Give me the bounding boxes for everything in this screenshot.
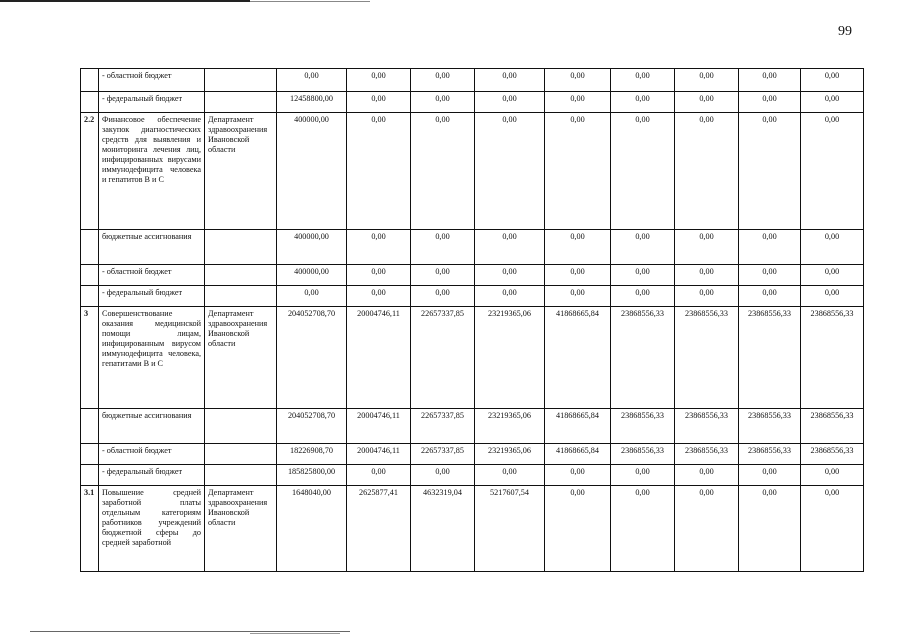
table-row — [81, 69, 864, 92]
value-cell: 0,00 — [475, 265, 545, 286]
row-index: 2.2 — [81, 113, 99, 230]
value-cell: 0,00 — [675, 486, 739, 572]
table-row — [81, 465, 864, 486]
row-name: бюджетные ассигнования — [99, 230, 205, 265]
row-name: - областной бюджет — [99, 69, 205, 92]
row-department: Департамент здравоохранения Ивановской области — [205, 113, 277, 230]
row-department — [205, 230, 277, 265]
value-cell: 0,00 — [675, 230, 739, 265]
row-index — [81, 286, 99, 307]
value-cell: 0,00 — [611, 69, 675, 92]
value-cell: 0,00 — [675, 465, 739, 486]
row-department — [205, 409, 277, 444]
value-cell: 0,00 — [611, 113, 675, 230]
row-index — [81, 69, 99, 92]
value-cell: 0,00 — [739, 69, 801, 92]
value-cell: 0,00 — [411, 69, 475, 92]
scan-edge-bottom — [30, 631, 350, 632]
value-cell: 23868556,33 — [739, 409, 801, 444]
table-row — [81, 265, 864, 286]
value-cell: 0,00 — [475, 113, 545, 230]
row-department — [205, 69, 277, 92]
value-cell: 0,00 — [475, 465, 545, 486]
scan-edge-top — [0, 0, 250, 2]
value-cell: 0,00 — [675, 265, 739, 286]
value-cell: 0,00 — [801, 113, 864, 230]
value-cell: 22657337,85 — [411, 409, 475, 444]
value-cell: 23219365,06 — [475, 409, 545, 444]
table-row — [81, 307, 864, 409]
row-name: Финансовое обеспечение закупок диагностических средств для выявления и мониторинга лечения лиц, инфицированных вирусами иммунодефицита человека и гепатитов В и С — [99, 113, 205, 230]
value-cell: 0,00 — [475, 286, 545, 307]
value-cell: 400000,00 — [277, 230, 347, 265]
value-cell: 0,00 — [739, 465, 801, 486]
value-cell: 18226908,70 — [277, 444, 347, 465]
value-cell: 0,00 — [611, 486, 675, 572]
row-name: - федеральный бюджет — [99, 286, 205, 307]
value-cell: 0,00 — [347, 92, 411, 113]
value-cell: 23868556,33 — [675, 307, 739, 409]
value-cell: 23219365,06 — [475, 444, 545, 465]
value-cell: 1648040,00 — [277, 486, 347, 572]
row-index — [81, 265, 99, 286]
table-row — [81, 486, 864, 572]
value-cell: 41868665,84 — [545, 444, 611, 465]
value-cell: 0,00 — [347, 69, 411, 92]
value-cell: 20004746,11 — [347, 409, 411, 444]
row-index: 3.1 — [81, 486, 99, 572]
value-cell: 12458800,00 — [277, 92, 347, 113]
value-cell: 41868665,84 — [545, 307, 611, 409]
value-cell: 0,00 — [347, 465, 411, 486]
value-cell: 0,00 — [347, 230, 411, 265]
value-cell: 0,00 — [545, 92, 611, 113]
value-cell: 0,00 — [611, 286, 675, 307]
value-cell: 0,00 — [475, 92, 545, 113]
value-cell: 0,00 — [611, 92, 675, 113]
value-cell: 0,00 — [739, 230, 801, 265]
value-cell: 0,00 — [739, 92, 801, 113]
value-cell: 5217607,54 — [475, 486, 545, 572]
value-cell: 22657337,85 — [411, 307, 475, 409]
value-cell: 0,00 — [411, 465, 475, 486]
row-department: Департамент здравоохранения Ивановской области — [205, 307, 277, 409]
row-department: Департамент здравоохранения Ивановской области — [205, 486, 277, 572]
value-cell: 0,00 — [739, 265, 801, 286]
value-cell: 0,00 — [675, 286, 739, 307]
value-cell: 400000,00 — [277, 265, 347, 286]
value-cell: 23868556,33 — [739, 444, 801, 465]
row-index — [81, 465, 99, 486]
scan-edge-top-faint — [250, 1, 370, 2]
row-index — [81, 444, 99, 465]
value-cell: 23868556,33 — [611, 444, 675, 465]
value-cell: 0,00 — [801, 286, 864, 307]
row-department — [205, 265, 277, 286]
page-number: 99 — [838, 24, 852, 39]
row-index — [81, 409, 99, 444]
value-cell: 0,00 — [411, 286, 475, 307]
value-cell: 0,00 — [277, 286, 347, 307]
table-row — [81, 113, 864, 230]
value-cell: 0,00 — [347, 113, 411, 230]
value-cell: 23868556,33 — [801, 444, 864, 465]
value-cell: 185825800,00 — [277, 465, 347, 486]
value-cell: 0,00 — [545, 230, 611, 265]
row-index: 3 — [81, 307, 99, 409]
value-cell: 23868556,33 — [611, 307, 675, 409]
value-cell: 0,00 — [475, 230, 545, 265]
row-index — [81, 230, 99, 265]
value-cell: 400000,00 — [277, 113, 347, 230]
row-department — [205, 465, 277, 486]
value-cell: 0,00 — [611, 265, 675, 286]
row-department — [205, 92, 277, 113]
value-cell: 22657337,85 — [411, 444, 475, 465]
value-cell: 0,00 — [277, 69, 347, 92]
value-cell: 20004746,11 — [347, 444, 411, 465]
row-department — [205, 444, 277, 465]
value-cell: 23219365,06 — [475, 307, 545, 409]
value-cell: 0,00 — [347, 286, 411, 307]
value-cell: 204052708,70 — [277, 307, 347, 409]
value-cell: 23868556,33 — [675, 444, 739, 465]
value-cell: 0,00 — [545, 286, 611, 307]
value-cell: 0,00 — [475, 69, 545, 92]
value-cell: 0,00 — [545, 113, 611, 230]
value-cell: 0,00 — [545, 265, 611, 286]
value-cell: 0,00 — [801, 486, 864, 572]
value-cell: 0,00 — [611, 465, 675, 486]
value-cell: 0,00 — [411, 92, 475, 113]
value-cell: 0,00 — [545, 465, 611, 486]
value-cell: 0,00 — [411, 265, 475, 286]
row-name: бюджетные ассигнования — [99, 409, 205, 444]
table-row — [81, 230, 864, 265]
value-cell: 0,00 — [801, 265, 864, 286]
row-name: - федеральный бюджет — [99, 465, 205, 486]
value-cell: 0,00 — [739, 113, 801, 230]
value-cell: 0,00 — [675, 113, 739, 230]
value-cell: 0,00 — [675, 92, 739, 113]
value-cell: 23868556,33 — [801, 409, 864, 444]
row-index — [81, 92, 99, 113]
value-cell: 0,00 — [801, 465, 864, 486]
value-cell: 0,00 — [675, 69, 739, 92]
value-cell: 41868665,84 — [545, 409, 611, 444]
table-row — [81, 409, 864, 444]
row-name: - областной бюджет — [99, 265, 205, 286]
value-cell: 204052708,70 — [277, 409, 347, 444]
value-cell: 23868556,33 — [675, 409, 739, 444]
row-name: - федеральный бюджет — [99, 92, 205, 113]
table-row — [81, 286, 864, 307]
budget-table — [80, 68, 864, 572]
row-name: - областной бюджет — [99, 444, 205, 465]
value-cell: 0,00 — [545, 69, 611, 92]
value-cell: 0,00 — [545, 486, 611, 572]
value-cell: 20004746,11 — [347, 307, 411, 409]
scan-edge-bottom-faint — [250, 633, 340, 634]
row-name: Совершенствование оказания медицинской помощи лицам, инфицированным вирусом иммунодефицита человека, гепатитами В и С — [99, 307, 205, 409]
value-cell: 23868556,33 — [611, 409, 675, 444]
table-row — [81, 92, 864, 113]
value-cell: 0,00 — [411, 113, 475, 230]
table-row — [81, 444, 864, 465]
value-cell: 0,00 — [347, 265, 411, 286]
value-cell: 0,00 — [801, 92, 864, 113]
value-cell: 0,00 — [801, 230, 864, 265]
value-cell: 4632319,04 — [411, 486, 475, 572]
row-name: Повышение средней заработной платы отдельным категориям работников учреждений бюджетной сферы до средней заработной — [99, 486, 205, 572]
value-cell: 23868556,33 — [801, 307, 864, 409]
value-cell: 0,00 — [739, 486, 801, 572]
value-cell: 0,00 — [801, 69, 864, 92]
row-department — [205, 286, 277, 307]
table-body — [81, 69, 864, 572]
value-cell: 0,00 — [611, 230, 675, 265]
value-cell: 0,00 — [411, 230, 475, 265]
value-cell: 2625877,41 — [347, 486, 411, 572]
value-cell: 0,00 — [739, 286, 801, 307]
value-cell: 23868556,33 — [739, 307, 801, 409]
